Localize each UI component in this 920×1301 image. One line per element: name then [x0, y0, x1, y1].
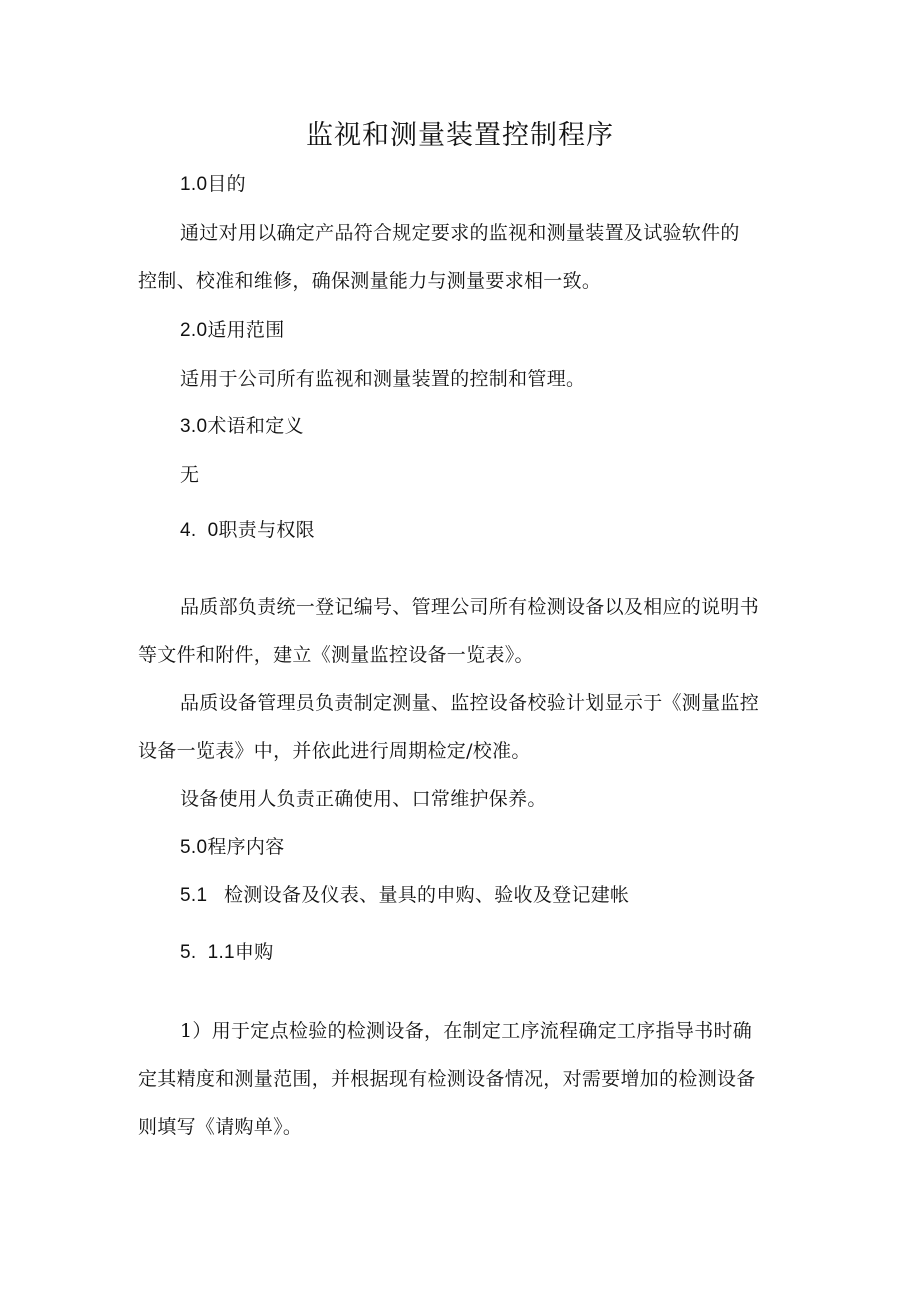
paragraph-line: 设备使用人负责正确使用、口常维护保养。: [180, 788, 547, 810]
subsection-heading: 5.1 检测设备及仪表、量具的申购、验收及登记建帐: [180, 885, 630, 906]
paragraph-line: 则填写《请购单》。: [138, 1116, 303, 1138]
section-heading-terms: 3.0术语和定义: [180, 416, 304, 437]
subsection-heading: 5. 1.1申购: [180, 942, 274, 963]
document-title: 监视和测量装置控制程序: [306, 120, 614, 151]
section-heading-scope: 2.0适用范围: [180, 320, 285, 341]
section-heading-responsibilities: 4. 0职责与权限: [180, 520, 315, 541]
paragraph-line: 通过对用以确定产品符合规定要求的监视和测量装置及试验软件的: [180, 222, 740, 244]
paragraph-line: 品质设备管理员负责制定测量、监控设备校验计划显示于《测量监控: [180, 692, 760, 714]
paragraph-line: 控制、校准和维修，确保测量能力与测量要求相一致。: [138, 270, 602, 292]
paragraph-line: 等文件和附件，建立《测量监控设备一览表》。: [138, 644, 534, 666]
paragraph-line: 品质部负责统一登记编号、管理公司所有检测设备以及相应的说明书: [180, 596, 760, 618]
paragraph-line: 适用于公司所有监视和测量装置的控制和管理。: [180, 368, 586, 390]
section-heading-procedure: 5.0程序内容: [180, 837, 285, 858]
paragraph-line: 1）用于定点检验的检测设备，在制定工序流程确定工序指导书时确: [180, 1020, 753, 1042]
paragraph-line: 定其精度和测量范围，并根据现有检测设备情况，对需要增加的检测设备: [138, 1068, 756, 1090]
section-heading-purpose: 1.0目的: [180, 174, 246, 195]
paragraph-line: 无: [180, 464, 200, 486]
paragraph-line: 设备一览表》中，并依此进行周期检定/校准。: [138, 740, 531, 762]
